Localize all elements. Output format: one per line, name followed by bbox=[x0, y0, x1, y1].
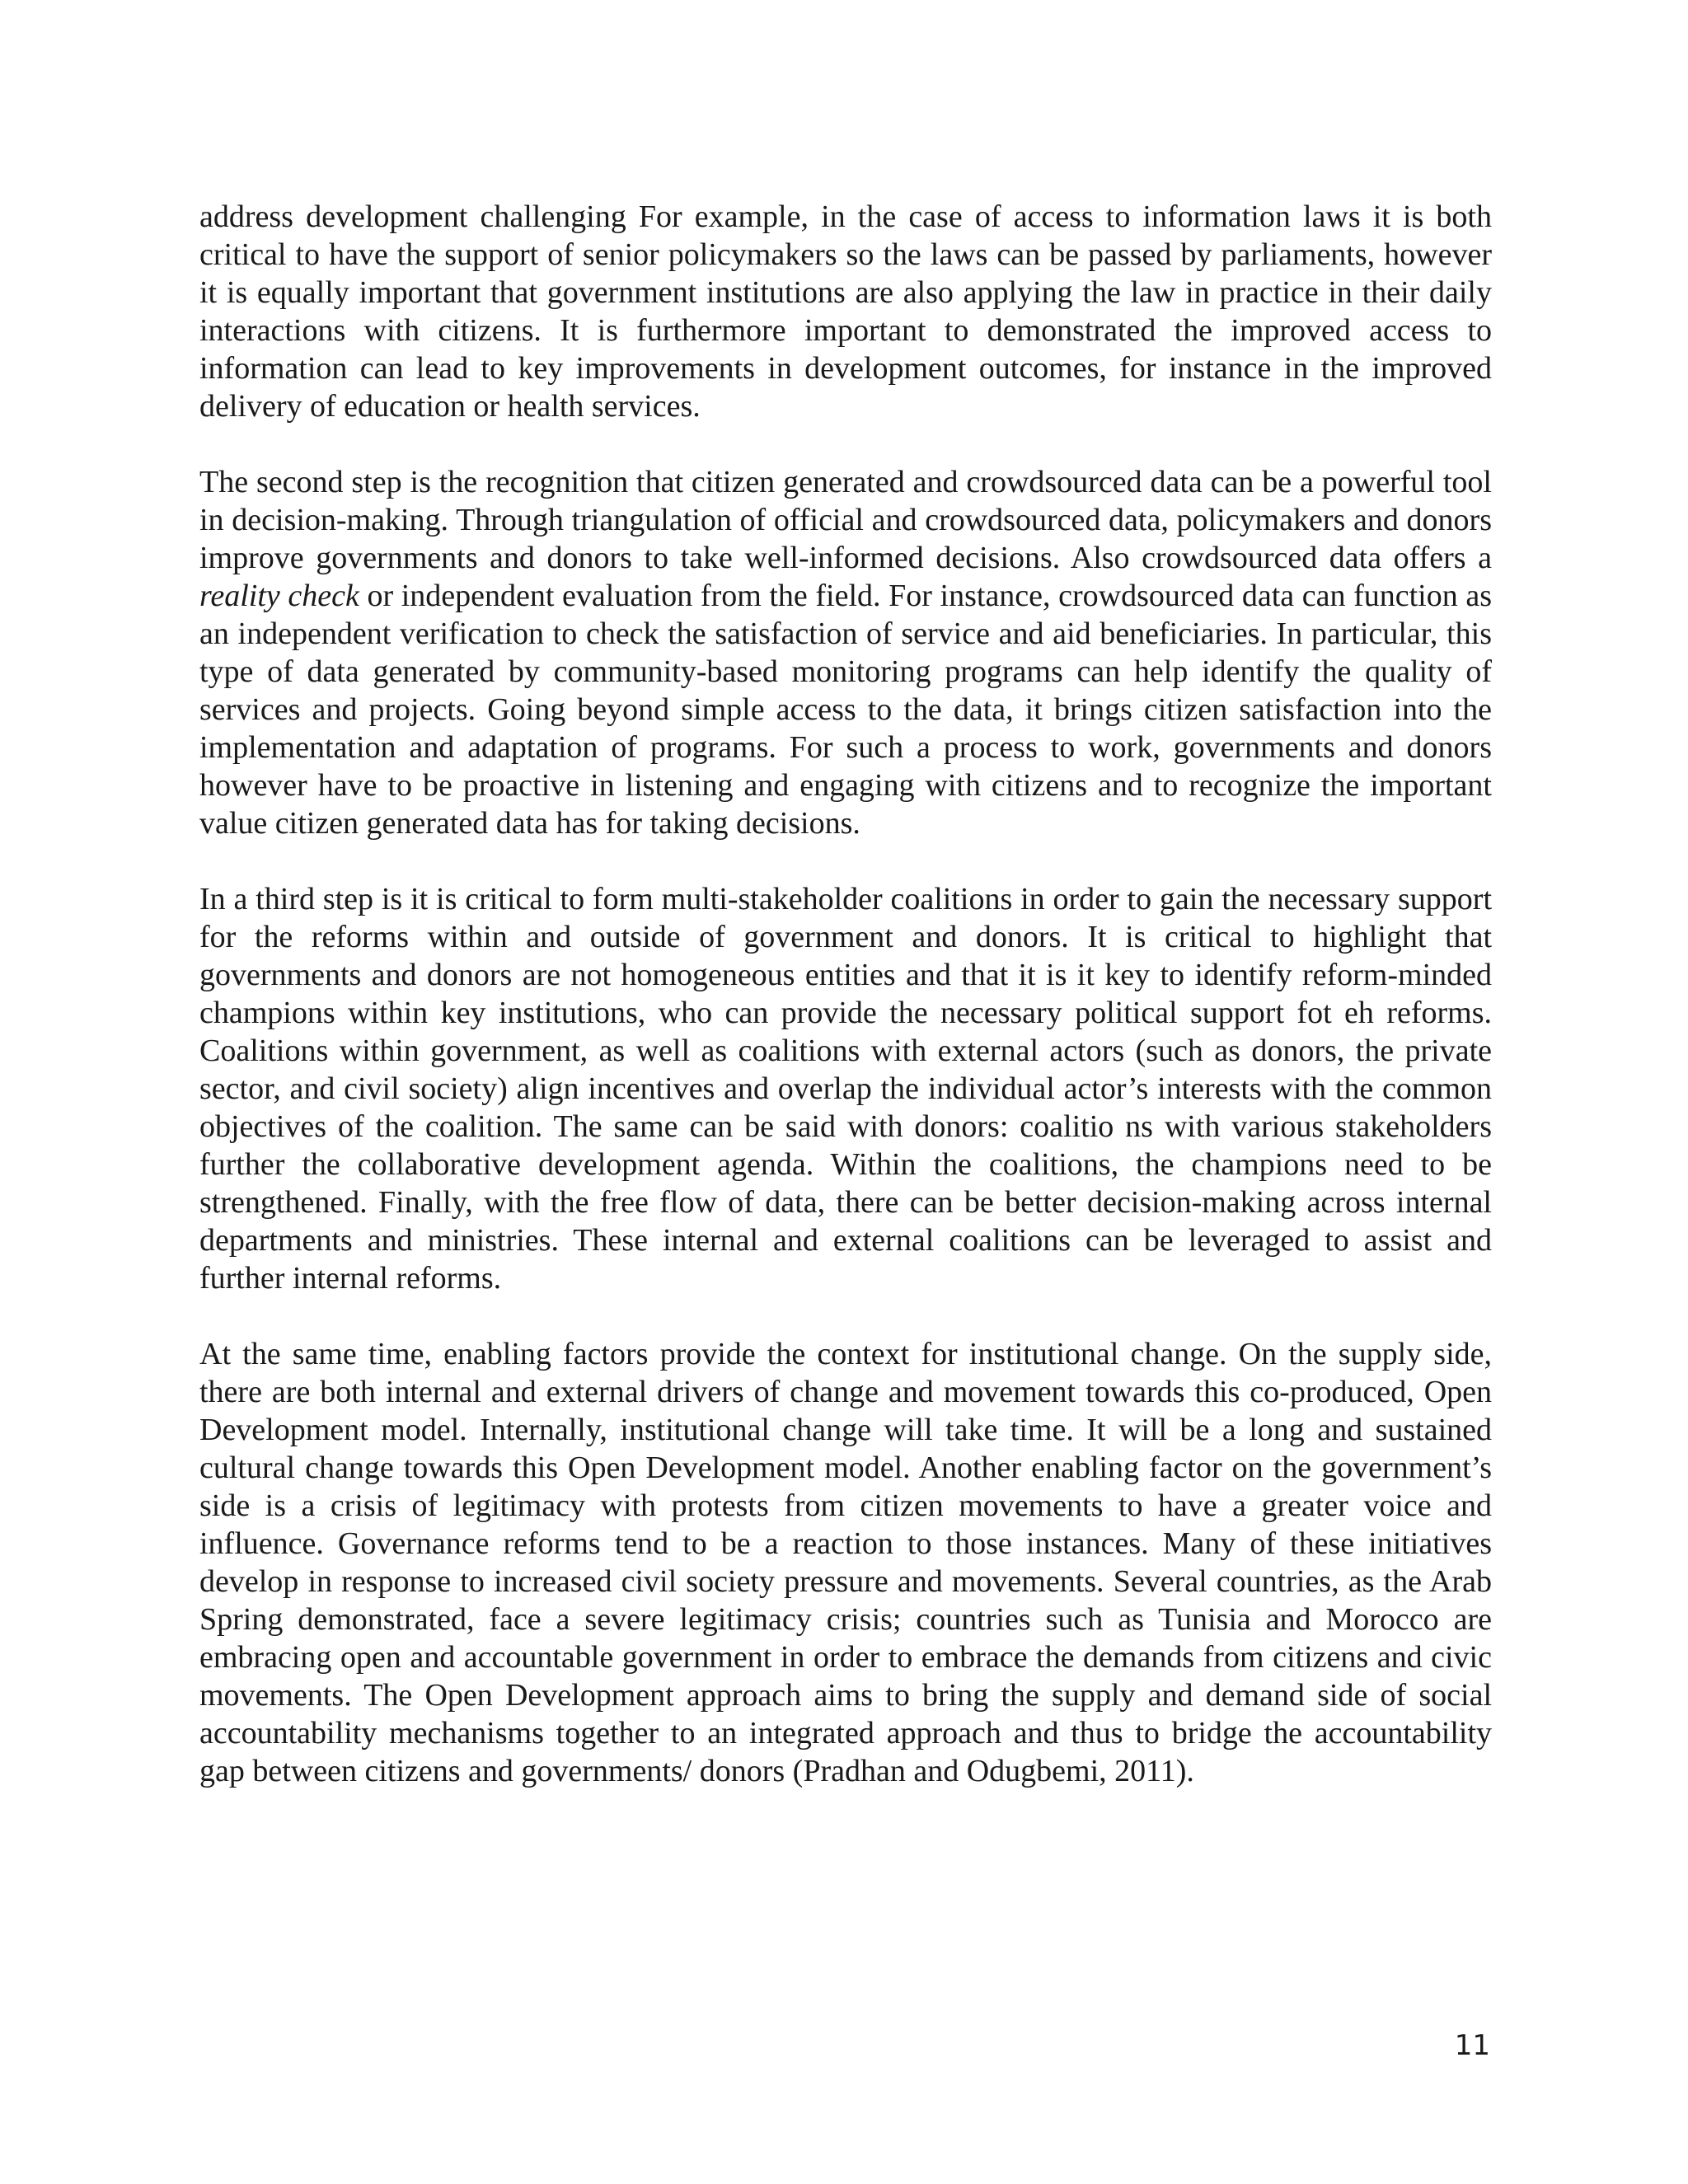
paragraph-1: address development challenging For example, in the case of access to information laws it is both critical to have the support of senior policymakers so the laws can be passed by parliaments, however it is equally important that government institutions are also applying the law in practice in their daily interactions with citizens. It is furthermore important to demonstrated the improved access to information can lead to key improvements in development outcomes, for instance in the improved delivery of education or health services. bbox=[199, 199, 1492, 424]
paragraph-2-italic-phrase: reality check bbox=[199, 579, 359, 613]
paragraph-2-part-1: The second step is the recognition that citizen generated and crowdsourced data can be a powerful tool in decision-making. Through triangulation of official and crowdsourced data, policymakers and donors improve governments and donors to take well-informed decisions. Also crowdsourced data offers a bbox=[199, 465, 1492, 575]
page-number: 11 bbox=[1454, 2029, 1490, 2062]
paragraph-4: At the same time, enabling factors provide the context for institutional change. On the supply side, there are both internal and external drivers of change and movement towards this co-produced, Open Development model. Internally, institutional change will take time. It will be a long and sustained cultural change towards this Open Development model. Another enabling factor on the government’s side is a crisis of legitimacy with protests from citizen movements to have a greater voice and influence. Governance reforms tend to be a reaction to those instances. Many of these initiatives develop in response to increased civil society pressure and movements. Several countries, as the Arab Spring demonstrated, face a severe legitimacy crisis; countries such as Tunisia and Morocco are embracing open and accountable government in order to embrace the demands from citizens and civic movements. The Open Development approach aims to bring the supply and demand side of social accountability mechanisms together to an integrated approach and thus to bridge the accountability gap between citizens and governments/ donors (Pradhan and Odugbemi, 2011). bbox=[199, 1337, 1492, 1788]
paragraph-2-part-2: or independent evaluation from the field. For instance, crowdsourced data can function as an independent verification to check the satisfaction of service and aid beneficiaries. In particular, this type of data generated by community-based monitoring programs can help identify the quality of services and projects. Going beyond simple access to the data, it brings citizen satisfaction into the implementation and adaptation of programs. For such a process to work, governments and donors however have to be proactive in listening and engaging with citizens and to recognize the important value citizen generated data has for taking decisions. bbox=[199, 579, 1492, 841]
paragraph-2 bbox=[199, 463, 1492, 842]
paragraph-3: In a third step is it is critical to form multi-stakeholder coalitions in order to gain the necessary support for the reforms within and outside of government and donors. It is critical to highlight that governments and donors are not homogeneous entities and that it is it key to identify reform-minded champions within key institutions, who can provide the necessary political support fot eh reforms. Coalitions within government, as well as coalitions with external actors (such as donors, the private sector, and civil society) align incentives and overlap the individual actor’s interests with the common objectives of the coalition. The same can be said with donors: coalitio ns with various stakeholders further the collaborative development agenda. Within the coalitions, the champions need to be strengthened. Finally, with the free flow of data, there can be better decision-making across internal departments and ministries. These internal and external coalitions can be leveraged to assist and further internal reforms. bbox=[199, 882, 1492, 1296]
body-text bbox=[199, 198, 1492, 1828]
